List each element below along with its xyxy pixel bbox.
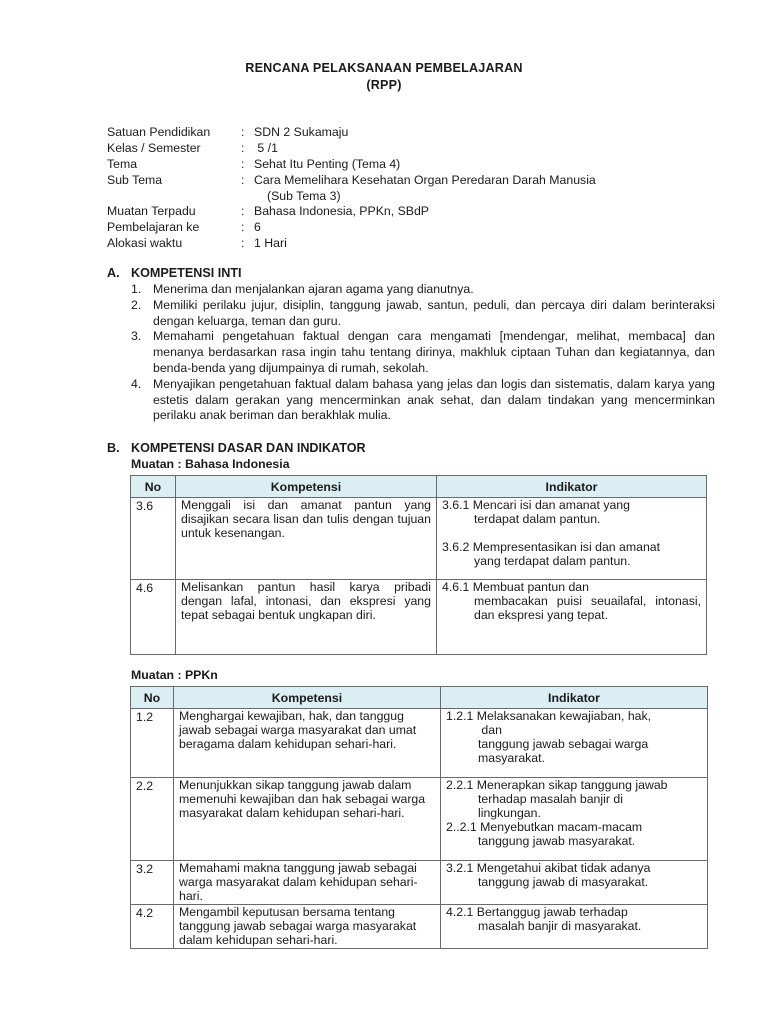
list-item [131, 329, 715, 376]
cell-no: 3.6 [131, 498, 176, 580]
table-header-row [131, 476, 707, 498]
cell-kompetensi: Menghargai kewajiban, hak, dan tanggug jawab sebagai warga masyarakat dan umat beragama dalam kehidupan sehari-hari. [174, 709, 441, 778]
indikator-line: masyarakat. [478, 751, 545, 765]
info-value [254, 173, 694, 205]
info-colon: : [241, 220, 245, 235]
info-value: Bahasa Indonesia, PPKn, SBdP [254, 204, 430, 219]
indikator-line: tanggung jawab masyarakat. [478, 834, 636, 848]
indikator-line: 2.2.1 Menerapkan sikap tanggung jawab [446, 778, 668, 792]
info-label: Alokasi waktu [107, 236, 183, 251]
indikator-line: tanggung jawab di masyarakat. [478, 875, 649, 889]
info-colon: : [241, 140, 245, 155]
section-letter: B. [107, 441, 120, 455]
info-label: Satuan Pendidikan [107, 125, 211, 139]
section-heading-b [107, 441, 366, 455]
cell-kompetensi: Melisankan pantun hasil karya pribadi dengan lafal, intonasi, dan ekspresi yang tepat sebagai bentuk ungkapan diri. [176, 580, 437, 655]
list-item [131, 298, 715, 330]
indikator-line: terdapat dalam pantun. [474, 512, 601, 526]
list-text: Memahami pengetahuan faktual dengan cara mengamati [mendengar, melihat, membaca] dan menanya berdasarkan rasa ingin tahu tentang dirinya, makhluk ciptaan Tuhan dan kegiatannya, dan benda-benda yang dijumpainya di rumah, sekolah. [153, 329, 715, 375]
cell-kompetensi: Mengambil keputusan bersama tentang tanggung jawab sebagai warga masyarakat dalam kehidupan sehari-hari. [174, 905, 441, 949]
cell-no: 2.2 [131, 778, 174, 861]
table-row [131, 580, 707, 655]
info-value: 1 Hari [254, 236, 287, 251]
info-label: Tema [107, 156, 138, 171]
list-number: 4. [131, 376, 142, 391]
header-indikator: Indikator [437, 476, 707, 498]
list-text: Memiliki perilaku jujur, disiplin, tanggung jawab, santun, peduli, dan percaya diri dalam berinteraksi dengan keluarga, teman dan guru. [153, 297, 715, 328]
indikator-line: yang terdapat dalam pantun. [474, 554, 631, 568]
section-title: KOMPETENSI INTI [131, 266, 242, 280]
cell-indikator [437, 580, 707, 655]
indikator-line: lingkungan. [478, 806, 541, 820]
cell-indikator [441, 778, 708, 861]
list-number: 2. [131, 297, 142, 312]
header-no: No [131, 687, 174, 709]
header-no: No [131, 476, 176, 498]
info-label: Pembelajaran ke [107, 220, 200, 235]
section-letter: A. [107, 266, 120, 280]
indikator-line: masalah banjir di masyarakat. [478, 919, 642, 933]
cell-no: 3.2 [131, 861, 174, 905]
info-colon: : [241, 172, 245, 187]
info-value: 5 /1 [254, 140, 278, 155]
header-kompetensi: Kompetensi [174, 687, 441, 709]
cell-kompetensi: Menggali isi dan amanat pantun yang disajikan secara lisan dan tulis dengan tujuan untuk kesenangan. [176, 498, 437, 580]
info-label: Sub Tema [107, 172, 163, 187]
cell-indikator [441, 905, 708, 949]
info-colon: : [241, 204, 245, 219]
section-title: KOMPETENSI DASAR DAN INDIKATOR [131, 441, 366, 455]
indikator-line: membacakan puisi seuailafal, intonasi, dan ekspresi yang tepat. [474, 594, 701, 622]
cell-indikator [441, 709, 708, 778]
table-header-row [131, 687, 708, 709]
indikator-line: 3.6.1 Mencari isi dan amanat yang [442, 498, 630, 512]
list-text: Menyajikan pengetahuan faktual dalam bahasa yang jelas dan logis dan sistematis, dalam karya yang estetis dalam gerakan yang mencerminkan anak sehat, dan dalam tindakan yang mencerminkan perilaku anak beriman dan berakhlak mulia. [153, 376, 715, 423]
table-ppkn [130, 686, 708, 949]
list-text: Menerima dan menjalankan ajaran agama yang dianutnya. [153, 282, 474, 296]
indikator-line: 1.2.1 Melaksanakan kewajiaban, hak, [446, 709, 652, 723]
header-indikator: Indikator [441, 687, 708, 709]
table-row [131, 861, 708, 905]
section-heading-a [107, 266, 242, 280]
info-label: Kelas / Semester [107, 140, 201, 155]
indikator-line: 4.2.1 Bertanggug jawab terhadap [446, 905, 628, 919]
table-row [131, 905, 708, 949]
cell-no: 4.6 [131, 580, 176, 655]
indikator-line: tanggung jawab sebagai warga [478, 737, 649, 751]
header-kompetensi: Kompetensi [176, 476, 437, 498]
table-row [131, 709, 708, 778]
indikator-line: 3.6.2 Mempresentasikan isi dan amanat [442, 540, 661, 554]
info-value: 6 [254, 220, 261, 235]
list-item [131, 377, 715, 424]
info-colon: : [241, 156, 245, 171]
muatan-label-bahasa-indonesia: Muatan : Bahasa Indonesia [131, 457, 290, 471]
indikator-line: terhadap masalah banjir di [478, 792, 623, 806]
list-item [131, 282, 715, 298]
cell-indikator [441, 861, 708, 905]
list-number: 3. [131, 329, 142, 344]
indikator-line: 2..2.1 Menyebutkan macam-macam [446, 820, 643, 834]
indikator-line: dan [478, 723, 502, 737]
list-number: 1. [131, 282, 142, 296]
indikator-line: 3.2.1 Mengetahui akibat tidak adanya [446, 861, 651, 875]
document-title: RENCANA PELAKSANAAN PEMBELAJARAN [245, 61, 523, 75]
document-subtitle: (RPP) [366, 78, 402, 92]
cell-kompetensi: Menunjukkan sikap tanggung jawab dalam memenuhi kewajiban dan hak sebagai warga masyarakat dalam kehidupan sehari-hari. [174, 778, 441, 861]
info-label: Muatan Terpadu [107, 204, 196, 219]
cell-no: 4.2 [131, 905, 174, 949]
table-bahasa-indonesia [130, 475, 707, 655]
cell-indikator [437, 498, 707, 580]
cell-no: 1.2 [131, 709, 174, 778]
kompetensi-inti-list [131, 282, 715, 424]
table-row [131, 778, 708, 861]
indikator-line: 4.6.1 Membuat pantun dan [442, 580, 589, 594]
muatan-label-ppkn: Muatan : PPKn [131, 668, 218, 682]
info-colon: : [241, 236, 245, 251]
info-value-line: Cara Memelihara Kesehatan Organ Peredaran Darah Manusia [254, 172, 596, 187]
info-value: SDN 2 Sukamaju [254, 125, 349, 139]
table-row [131, 498, 707, 580]
cell-kompetensi: Memahami makna tanggung jawab sebagai warga masyarakat dalam kehidupan sehari-hari. [174, 861, 441, 905]
info-value-line: (Sub Tema 3) [267, 188, 341, 203]
info-value: Sehat Itu Penting (Tema 4) [254, 156, 401, 171]
info-colon: : [241, 125, 245, 139]
